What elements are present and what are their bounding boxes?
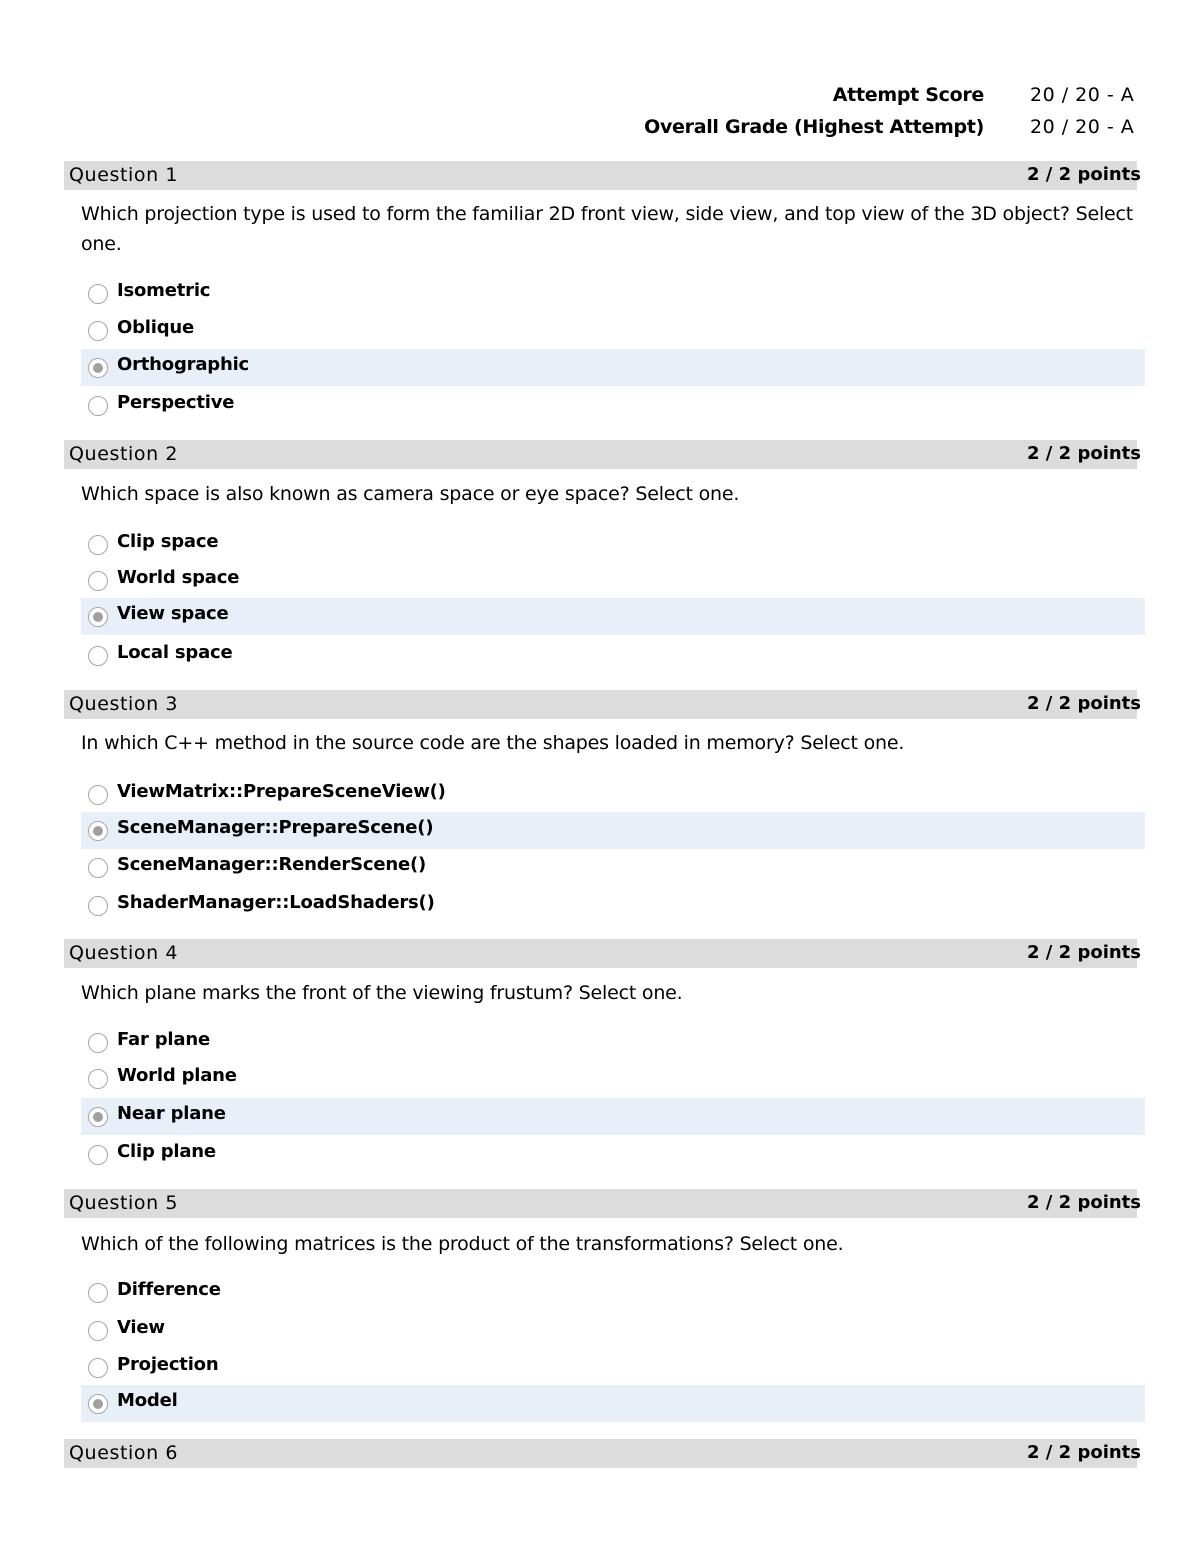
question-5-option-2[interactable] <box>81 1312 1145 1349</box>
question-4-text: Which plane marks the front of the viewing frustum? Select one. <box>81 982 683 1004</box>
question-3-option-1[interactable] <box>81 776 1145 813</box>
attempt-score-label: Attempt Score <box>832 84 984 106</box>
option-label: Isometric <box>117 280 211 301</box>
question-4-header <box>64 939 1141 968</box>
question-2-text: Which space is also known as camera space or eye space? Select one. <box>81 483 740 505</box>
question-2-option-3[interactable] <box>81 598 1145 635</box>
question-1-header <box>64 161 1141 190</box>
question-5-option-4[interactable] <box>81 1385 1145 1422</box>
radio-button[interactable] <box>88 535 108 555</box>
radio-button[interactable] <box>88 858 108 878</box>
option-label: SceneManager::PrepareScene() <box>117 817 434 838</box>
question-2-option-4[interactable] <box>81 637 1145 674</box>
option-label: Local space <box>117 642 233 663</box>
option-label: Orthographic <box>117 354 250 375</box>
option-label: Projection <box>117 1354 219 1375</box>
question-3-option-3[interactable] <box>81 849 1145 886</box>
question-4-option-1[interactable] <box>81 1024 1145 1061</box>
option-label: Clip plane <box>117 1141 216 1162</box>
score-summary <box>0 84 1200 148</box>
question-points: 2 / 2 points <box>1027 942 1141 963</box>
question-5-option-3[interactable] <box>81 1349 1145 1386</box>
option-label: ViewMatrix::PrepareSceneView() <box>117 781 446 802</box>
overall-grade-label: Overall Grade (Highest Attempt) <box>644 116 984 138</box>
attempt-score-row <box>0 84 1200 116</box>
attempt-score-value: 20 / 20 - A <box>1030 84 1135 106</box>
option-label: World plane <box>117 1065 237 1086</box>
radio-button[interactable] <box>88 896 108 916</box>
option-label: Difference <box>117 1279 221 1300</box>
question-1-option-4[interactable] <box>81 387 1145 424</box>
question-title: Question 3 <box>69 693 179 715</box>
question-5-text: Which of the following matrices is the product of the transformations? Select one. <box>81 1233 844 1255</box>
question-4-option-3[interactable] <box>81 1098 1145 1135</box>
option-label: ShaderManager::LoadShaders() <box>117 892 435 913</box>
question-3-option-2[interactable] <box>81 812 1145 849</box>
question-1-option-1[interactable] <box>81 275 1145 312</box>
radio-button[interactable] <box>88 785 108 805</box>
question-1-option-3[interactable] <box>81 349 1145 386</box>
option-label: Near plane <box>117 1103 226 1124</box>
question-6-header <box>64 1439 1141 1468</box>
radio-button[interactable] <box>88 1069 108 1089</box>
question-points: 2 / 2 points <box>1027 693 1141 714</box>
radio-button[interactable] <box>88 571 108 591</box>
question-title: Question 6 <box>69 1442 179 1464</box>
question-title: Question 2 <box>69 443 179 465</box>
question-5-header <box>64 1189 1141 1218</box>
radio-button[interactable] <box>88 646 108 666</box>
option-label: Oblique <box>117 317 195 338</box>
question-1-text: Which projection type is used to form the familiar 2D front view, side view, and top view of the 3D object? Select one. <box>81 203 1134 255</box>
radio-button-selected[interactable] <box>88 821 108 841</box>
radio-button[interactable] <box>88 284 108 304</box>
radio-button[interactable] <box>88 396 108 416</box>
question-title: Question 1 <box>69 164 179 186</box>
radio-button[interactable] <box>88 321 108 341</box>
option-label: Far plane <box>117 1029 210 1050</box>
question-title: Question 4 <box>69 942 179 964</box>
radio-button-selected[interactable] <box>88 358 108 378</box>
question-4-option-2[interactable] <box>81 1060 1145 1097</box>
option-label: Clip space <box>117 531 219 552</box>
question-1-option-2[interactable] <box>81 312 1145 349</box>
question-points: 2 / 2 points <box>1027 164 1141 185</box>
radio-button[interactable] <box>88 1321 108 1341</box>
question-2-option-2[interactable] <box>81 562 1145 599</box>
question-3-text: In which C++ method in the source code are the shapes loaded in memory? Select one. <box>81 732 905 754</box>
radio-button-selected[interactable] <box>88 1394 108 1414</box>
overall-grade-value: 20 / 20 - A <box>1030 116 1135 138</box>
question-3-option-4[interactable] <box>81 887 1145 924</box>
overall-grade-row <box>0 116 1200 148</box>
question-2-option-1[interactable] <box>81 526 1145 563</box>
question-title: Question 5 <box>69 1192 179 1214</box>
option-label: SceneManager::RenderScene() <box>117 854 427 875</box>
question-points: 2 / 2 points <box>1027 1442 1141 1463</box>
radio-button[interactable] <box>88 1033 108 1053</box>
question-points: 2 / 2 points <box>1027 443 1141 464</box>
radio-button[interactable] <box>88 1283 108 1303</box>
question-3-header <box>64 690 1141 719</box>
question-points: 2 / 2 points <box>1027 1192 1141 1213</box>
radio-button-selected[interactable] <box>88 607 108 627</box>
option-label: Perspective <box>117 392 235 413</box>
option-label: World space <box>117 567 240 588</box>
question-2-header <box>64 440 1141 469</box>
option-label: View space <box>117 603 229 624</box>
question-5-option-1[interactable] <box>81 1274 1145 1311</box>
radio-button[interactable] <box>88 1145 108 1165</box>
radio-button[interactable] <box>88 1358 108 1378</box>
radio-button-selected[interactable] <box>88 1107 108 1127</box>
option-label: View <box>117 1317 165 1338</box>
question-4-option-4[interactable] <box>81 1136 1145 1173</box>
option-label: Model <box>117 1390 178 1411</box>
